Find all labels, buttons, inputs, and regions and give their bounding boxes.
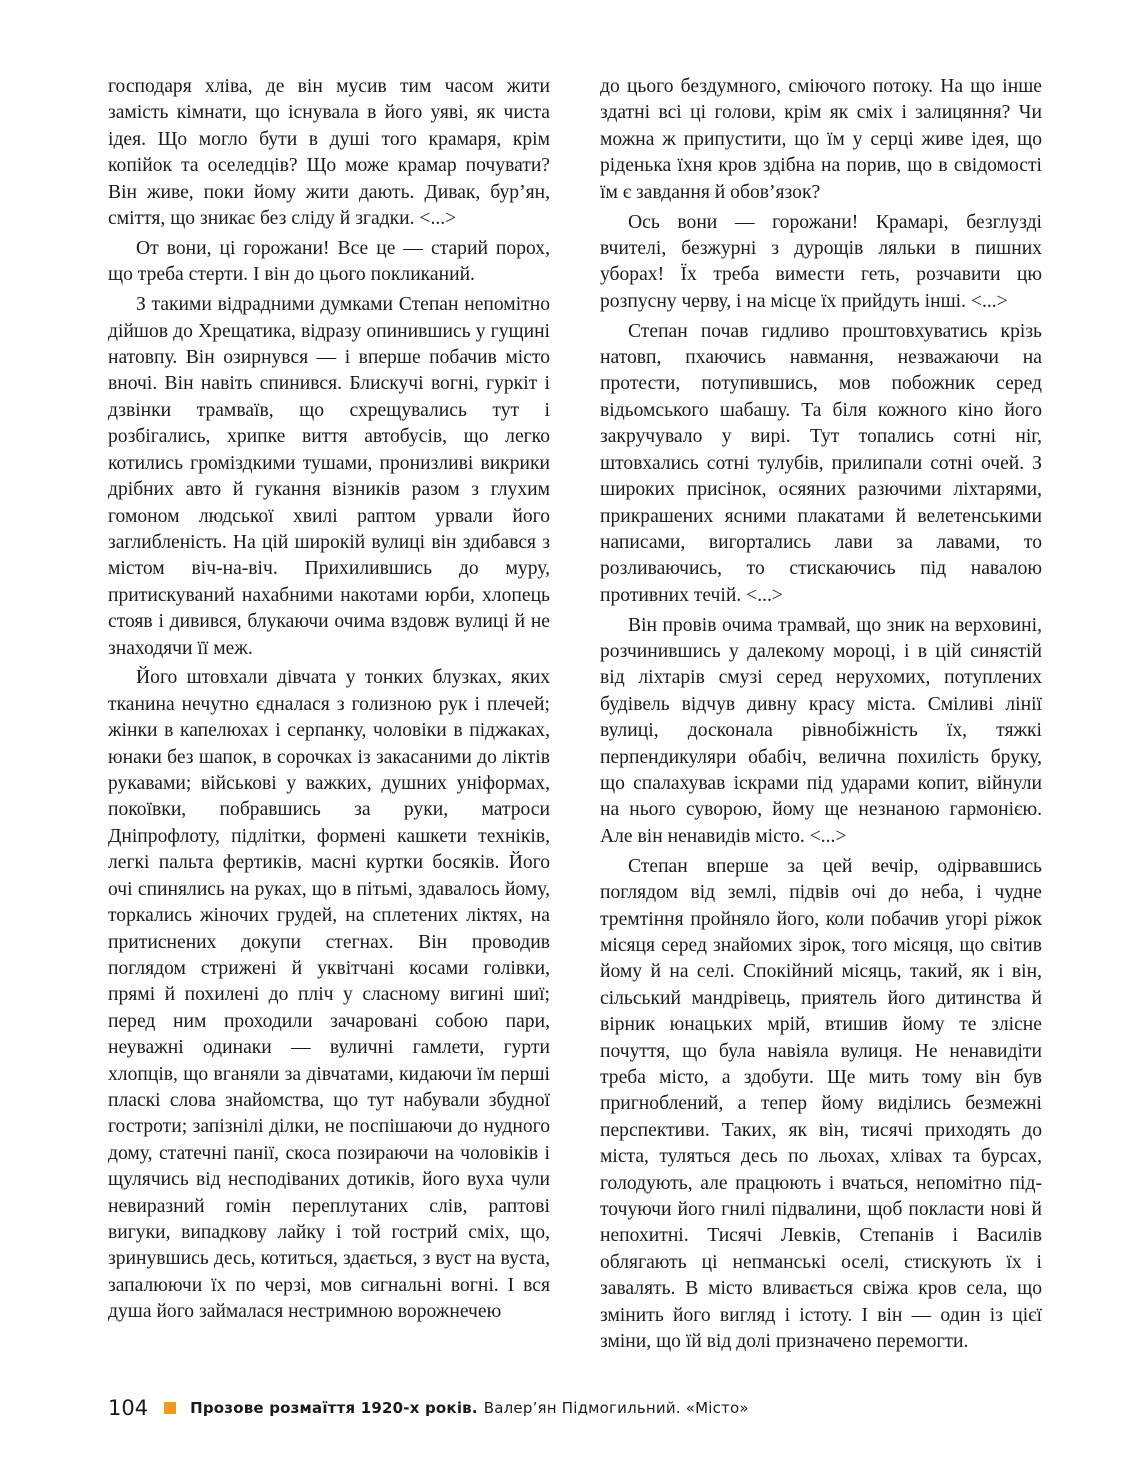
paragraph: господаря хліва, де він мусив тим часом жити замість кімнати, що існувала в його уяві, як чиста ідея. Що могло бути в душі того крамаря, крім копійок та оселедців? Що може крамар почувати? Він живе, поки йому жити дають. Дивак, бур’ян, сміття, що зникає без сліду й згадки. <...> [108, 76, 550, 230]
right-text-column [600, 74, 1042, 1356]
paragraph: до цього бездумного, сміючого потоку. На що інше здатні всі ці голови, крім як сміх і залицяння? Чи можна ж припустити, що їм у серці живе ідея, що ріденька їхня кров здібна на порив, що в свідомості їм є завдання й обов’язок? [600, 76, 1042, 203]
page-number: 104 [108, 1396, 149, 1420]
paragraph: От вони, ці горожани! Все це — старий порох, що треба стерти. І він до цього покликаний. [108, 237, 550, 286]
source-citation: Валер’ян Підмогильний. «Місто» [483, 1399, 749, 1417]
paragraph: Його штовхали дівчата у тонких блузках, яких тканина нечутно єдналася з голизною рук і плечей; жінки в капелюхах і серпанку, чоловіки в піджаках, юнаки без шапок, в сорочках із закасаними до ліктів рукавами; військові у важких, душних уніформах, покоївки, побравшись за руки, матроси Дніпрофлоту, підлітки, формені кашкети техніків, легкі пальта фертиків, масні куртки босяків. Його очі спинялись на руках, що в пітьмі, здавалось йому, торкались жіночих грудей, на сплетених ліктях, на притиснених докупи стегнах. Він проводив поглядом стрижені й уквітчані косами голівки, прямі й похилені до пліч у сласному вигині шиї; перед ним проходили зачаровані собою пари, неуважні одинаки — вуличні гамлети, гурти хлопців, що вганяли за дівчатами, кидаючи їм перші пласкі слова знайомства, що тут набували збудної гостроти; запізнілі ділки, не поспішаючи до нудного дому, статечні панії, скоса позираючи на чоловіків і щулячись від несподіваних дотиків, його вуха чули невиразний гомін переплутаних слів, раптові вигуки, випадкову лайку і той гострий сміх, що, зринувшись десь, котиться, здається, з вуст на вуста, запалюючи їх по черзі, мов сигнальні вогні. І вся душа його займалася нестримною ворожнечею [108, 667, 550, 1323]
orange-square-icon [164, 1402, 176, 1414]
paragraph: Він провів очима трамвай, що зник на верховині, розчинившись у далекому мороці, і в цій синястій від ліхтарів смузі серед нерухомих, потуплених будівель відчув дивну красу міста. Сміливі лінії вулиці, досконала рівнобіжність їх, тяжкі перпендикуляри обабіч, велична похилість бруку, що спалахував іскрами під ударами копит, війнули на нього суворою, йому ще незнаною гармонією. Але він ненавидів місто. <...> [600, 614, 1042, 847]
paragraph: З такими відрадними думками Степан непомітно дійшов до Хрещатика, відразу опинившись у гущині натовпу. Він озирнувся — і вперше побачив місто вночі. Він навіть спинився. Блискучі вогні, гуркіт і дзвінки трамваїв, що схрещувались тут і розбігались, хрипке виття автобусів, що легко котились громіздкими тушами, пронизливі викрики дрібних авто й гукання візників разом з глухим гомоном людської хвилі раптом урвали його заглибленість. На цій широкій вулиці він здибався з містом віч-на-віч. Прихилившись до муру, притискуваний нахабними накотами юрби, хлопець стояв і дивився, блукаючи очима вздовж вулиці й не знаходячи її меж. [108, 294, 550, 659]
paragraph: Степан вперше за цей вечір, одірвавшись поглядом від землі, підвів очі до неба, і чудне тремтіння пройняло його, коли побачив угорі ріжок місяця серед знайомих зірок, того місяця, що світив йому й на селі. Спокійний місяць, такий, як і він, сільський мандрівець, приятель його дитинства й вірник юнацьких мрій, втишив йому те злісне почуття, що була навіяла вулиця. Не ненавидіти треба місто, а здобути. Ще мить тому він був пригноблений, а тепер йому виділись безмежні перспективи. Таких, як він, тисячі приходять до міста, туляться десь по льохах, хлівах та бурсах, голодують, але працюють і вчаться, непомітно підточуючи його гнилі підвалини, щоб покласти нові й непохитні. Тисячі Левків, Степанів і Василів облягають ці непманські оселі, стискують їх і завалять. В місто вливається свіжа кров села, що змінить його вигляд і істоту. І він — один із цієї зміни, що їй від долі призначено перемогти. [600, 855, 1042, 1353]
section-title: Прозове розмаїття 1920-х років. [190, 1399, 478, 1417]
page-footer [108, 1393, 1028, 1423]
paragraph: Степан почав гидливо проштовхуватись крізь натовп, пхаючись навмання, незважаючи на протести, потупившись, мов побожник серед відьомського шабашу. Та біля кожного кіно його закручувало у вирі. Тут топались сотні ніг, штовхались сотні тулубів, прилипали сотні очей. З широких присінок, осяяних разючими ліхтарями, прикрашених ясними плакатами й велетенськими написами, вигортались лави за лавами, то розливаючись, то стискаючись під навалою противних течій. <...> [600, 320, 1042, 606]
paragraph: Ось вони — горожани! Крамарі, безглузді вчителі, безжурні з дурощів ляльки в пишних уборах! Їх треба вимести геть, розчавити цю розпусну черву, і на місце їх прийдуть інші. <...> [600, 211, 1042, 312]
left-text-column [108, 74, 550, 1326]
